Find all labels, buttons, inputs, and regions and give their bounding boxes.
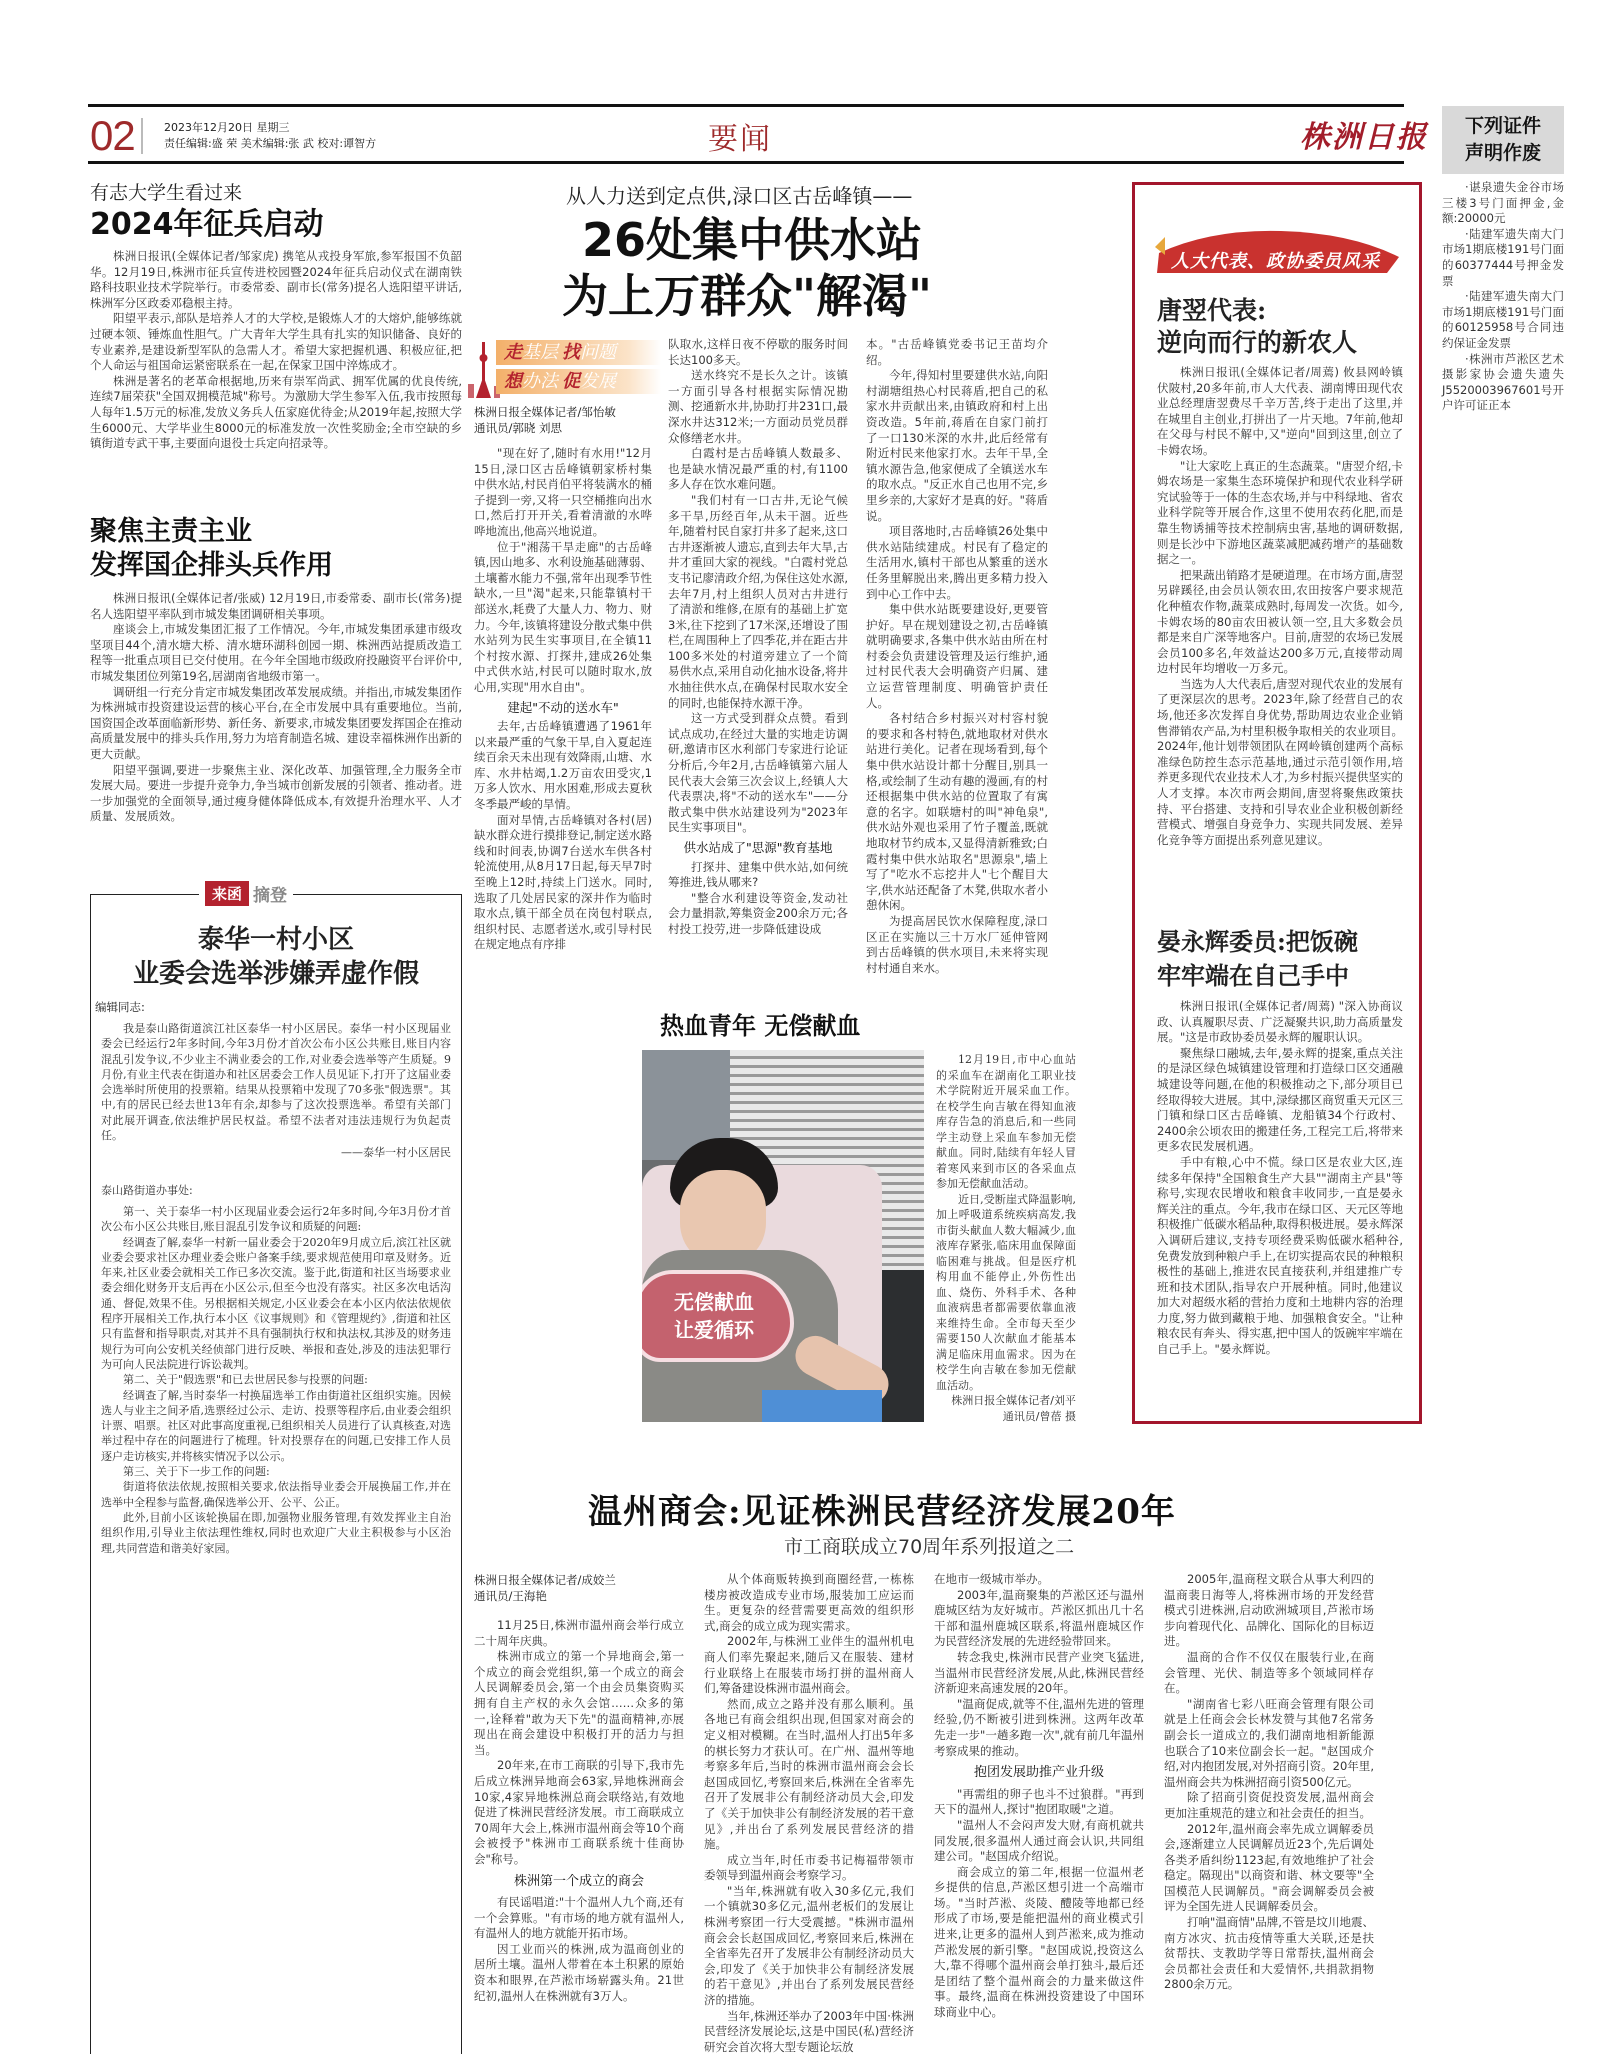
article-paragraph: 株洲日报讯(全媒体记者/张威) 12月19日,市委常委、副市长(常务)提名人选阳望平率队到市城发集团调研相关事项。 [90, 591, 462, 621]
article-paragraph: 打探井、建集中供水站,如何统筹推进,钱从哪来? [668, 859, 848, 890]
section-title: 要闻 [708, 122, 772, 157]
campaign-badge [466, 336, 666, 398]
article-paragraph: 面对旱情,古岳峰镇对各村(居)缺水群众进行摸排登记,制定送水路线和时间表,协调7台送水车供各村轮流使用,从8月17日起,每天早7时至晚上12时,持续上门送水。同时,选取了几处居民家的深井作为临时取水点,镇干部全员在岗包村联点,组织村民、志愿者送水,或引导村民在规定地点有序排 [474, 812, 652, 952]
page-number-separator [141, 118, 143, 154]
byline-line2: 通讯员/郭晓 刘思 [474, 421, 563, 435]
wenzhou-col4 [1164, 1572, 1374, 1993]
article-paragraph: 2005年,温商程文联合从事大利四的温商裴日海等人,将株洲市场的开发经营模式引进株洲,启动欧洲城项目,芦淞市场步向着现代化、品牌化、国际化的目标迈进。 [1164, 1572, 1374, 1649]
article-paragraph: 株洲日报讯(全媒体记者/邹家虎) 携笔从戎投身军旅,参军报国不负韶华。12月19日,株洲市征兵宣传进校园暨2024年征兵启动仪式在湖南铁路科技职业技术学院举行。市委常委、副市长(常务)提名人选阳望平讲话,株洲军分区政委邓稳根主持。 [90, 249, 462, 310]
article-paragraph: 阳望平表示,部队是培养人才的大学校,是锻炼人才的大熔炉,能够练就过硬本领、锤炼血性胆气。广大青年大学生具有扎实的知识储备、良好的专业素养,是建设新型军队的急需人才。希望大家把握机遇、积极应征,把个人命运与祖国命运紧密联系在一起,在保家卫国中淬炼成才。 [90, 311, 462, 373]
badge-word: 找 [562, 342, 580, 363]
notice-item: ·株洲市芦淞区艺术摄影家协会遗失遗失J5520003967601号开户许可证正本 [1442, 351, 1564, 413]
caption-paragraph: 近日,受断崖式降温影响,加上呼吸道系统疾病高发,我市街头献血人数大幅减少,血液库存紧张,临床用血保障面临困难与挑战。但是医疗机构用血不能停止,外伤性出血、烧伤、外科手术、各种血液病患者都需要依靠血液来维持生命。全市每天至少需要150人次献血才能基本满足临床用血需求。因为在校学生向吉敏在参加无偿献血活动。 [936, 1192, 1076, 1392]
article-paragraph: 从个体商贩转换到商圈经营,一栋栋楼房被改造成专业市场,服装加工应运而生。更复杂的经营需要更高效的组织形式,商会的成立成为现实需求。 [704, 1572, 914, 1633]
story1-headline-line1: 唐翌代表: [1157, 296, 1267, 325]
letters-tag-gray: 摘登 [253, 886, 288, 906]
banner-title: 人大代表、政协委员风采 [1171, 251, 1380, 272]
byline-line2: 通讯员/王海艳 [474, 1589, 547, 1603]
story2-headline-line2: 牢牢端在自己手中 [1157, 961, 1349, 990]
article-paragraph: "现在好了,随时有水用!"12月15日,渌口区古岳峰镇朝家桥村集中供水站,村民肖伯平将装满水的桶子提到一旁,又将一只空桶推向出水口,然后打开开关,看着清澈的水哗哗地流出,他高兴地说道。 [474, 446, 652, 538]
water-headline-line1: 26处集中供水站 [582, 213, 923, 267]
photo-dark-side [882, 1270, 924, 1422]
badge-word: 问题 [580, 342, 616, 363]
article-paragraph: 株洲是著名的老革命根据地,历来有崇军尚武、拥军优属的优良传统,连续7届荣获"全国双拥模范城"称号。为激励大学生参军入伍,我市按照每人每年1.5万元的标准,发放义务兵人伍家庭优待金;从2019年起,按照大学生6000元、大学毕业生8000元的标准发放一次性奖励金;全市空缺的乡镇街道专武干事,主要面向退役士兵定向招录等。 [90, 373, 462, 451]
photo-headline: 热血青年 无偿献血 [660, 1011, 861, 1040]
article-paragraph: 2012年,温州商会率先成立调解委员会,逐渐建立人民调解员近23个,先后调处各类矛盾纠纷1123起,有效地维护了社会稳定。隔现出"以商资和谐、林文要等"全国模范人民调解员。"商会调解委员会被评为全国先进人民调解委员会。 [1164, 1821, 1374, 1914]
byline-line1: 株洲日报全媒体记者/成姣兰 [474, 1573, 616, 1587]
photo-caption [936, 1052, 1076, 1424]
article-paragraph: 白霞村是古岳峰镇人数最多、也是缺水情况最严重的村,有1100多人存在饮水难问题。 [668, 446, 848, 492]
blood-donation-photo [642, 1050, 924, 1422]
article-paragraph: 座谈会上,市城发集团汇报了工作情况。今年,市城发集团承建市级攻坚项目44个,清水塘大桥、清水塘环湖科创园一期、株洲西站提质改造工程等一批重点项目已交付使用。在今年全国地市级政府投融资平台评价中,市城发集团位列第19名,居湖南省地级市第一。 [90, 622, 462, 683]
editors-line: 责任编辑:盛 荣 美术编辑:张 武 校对:谭智方 [164, 137, 377, 150]
wenzhou-byline [474, 1572, 616, 1604]
reply-paragraph: 第二、关于"假选票"和已去世居民参与投票的问题: [123, 1373, 368, 1387]
badge-word: 发展 [580, 371, 616, 392]
article-paragraph: 当年,株洲还举办了2003年中国·株洲民营经济发展论坛,这是中国民(私)营经济研究会首次将大型专题论坛放 [704, 2008, 914, 2054]
newspaper-logo: 株洲日报 [1300, 120, 1428, 155]
article-paragraph: "当年,株洲就有收入30多亿元,我们一个镇就30多亿元,温州老板们的发展让株洲考察团一行大受震撼。"株洲市温州商会会长赵国成回忆,考察回来后,株洲在全省率先召开了发展非公有制经济动员大会,印发了《关于加快非公有制经济发展的若干意见》,并出台了系列发展民营经济的措施。 [704, 1883, 914, 2008]
wenzhou-col2 [704, 1572, 914, 2055]
article-paragraph: 队取水,这样日夜不停歇的服务时间长达100多天。 [668, 337, 848, 367]
badge-word: 走 [504, 342, 522, 363]
article-headline: 2024年征兵启动 [90, 207, 324, 242]
article-body [90, 591, 462, 825]
article-paragraph: 株洲日报讯(全媒体记者/周蔫) "深入协商议政、认真履职尽责、广泛凝聚共识,助力高质量发展。"这是市政协委员晏永辉的履职认识。 [1157, 999, 1403, 1045]
wenzhou-col3 [934, 1572, 1144, 2021]
letters-box [90, 885, 462, 2054]
article-paragraph: 2002年,与株洲工业伴生的温州机电商人们率先聚起来,随后又在服装、建材行业联络上在服装市场打拼的温州商人们,筹备建设株洲市温州商会。 [704, 1634, 914, 1696]
page-number: 02 [90, 112, 135, 159]
article-paragraph: 今年,得知村里要建供水站,向阳村湖塘组热心村民蒋盾,把自己的私家水井贡献出来,由镇政府和村上出资改造。5年前,蒋盾在自家门前打了一口130米深的水井,此后经常有附近村民来他家打水。去年干旱,全镇水源告急,他家便成了全镇送水车的取水点。"反正水自己也用不完,乡里乡亲的,大家好才是真的好。"蒋盾说。 [866, 368, 1048, 523]
article-paragraph: 温商的合作不仅仅在服装行业,在商会管理、光伏、制造等多个领域同样存在。 [1164, 1649, 1374, 1696]
reply-paragraph: 此外,目前小区该轮换届在即,加强物业服务管理,有效发挥业主自治组织作用,引导业主依法理性维权,同时也欢迎广大业主积极参与小区治理,共同营造和谐美好家园。 [101, 1510, 451, 1555]
article-paragraph: 集中供水站既要建设好,更要管护好。早在规划建设之初,古岳峰镇就明确要求,各集中供水站由所在村村委会负责建设管理及运行维护,通过村民代表大会明确资产归属、建立运营管理制度、明确管护责任人。 [866, 602, 1048, 710]
article-paragraph: 阳望平强调,要进一步聚焦主业、深化改革、加强管理,全力服务全市发展大局。要进一步提升竞争力,争当城市创新发展的引领者、推动者。进一步加强党的全面领导,通过瘦身健体降低成本,有效提升治理水平、人才质量、发展质效。 [90, 762, 462, 824]
article-paragraph: 然而,成立之路并没有那么顺利。虽各地已有商会组织出现,但国家对商会的定义相对模糊。在当时,温州人打出5年多的棋长努力才获认可。在广州、温州等地考察多年后,当时的株洲市温州商会会长赵国成回忆,考察回来后,株洲在全省率先召开了发展非公有制经济动员大会,印发了《关于加快非公有制经济发展的若干意见》,并出台了系列发展民营经济的措施。 [704, 1696, 914, 1852]
reply-paragraph: 街道将依法依规,按照相关要求,依法指导业委会开展换届工作,并在选举中全程参与监督,确保选举公开、公平、公正。 [101, 1480, 451, 1509]
article-headline-line2: 发挥国企排头兵作用 [90, 550, 333, 581]
article-paragraph: 除了招商引资促投资发展,温州商会更加注重规范的建立和社会责任的担当。 [1164, 1790, 1374, 1820]
article-paragraph: 在地市一级城市举办。 [934, 1572, 1049, 1586]
water-col2 [668, 337, 848, 938]
reply-paragraph: 经调查了解,泰华一村新一届业委会于2020年9月成立后,滨江社区就业委会要求社区办理业委会账户备案手续,要求规范使用印章及财务。近年来,社区业委会就相关工作已多次交流。鉴于此,街道和社区当场要求业委会细化财务开支后再在小区公示,但至今也没有落实。社区多次电话沟通、督促,效果不佳。另根据相关规定,小区业委会在本小区内依法依规依程序开展相关工作,执行本小区《议事规则》和《管理规约》,街道和社区只有监督和指导职责,对其并不具有强制执行权和执法权,其涉及的财务违规行为可向公安机关经侦部门进行反映、举报和查处,涉及的违法犯罪行为可向人民法院进行诉讼裁判。 [101, 1235, 451, 1371]
article-paragraph: 当选为人大代表后,唐翌对现代农业的发展有了更深层次的思考。2023年,除了经营自己的农场,他还多次发挥自身优势,帮助周边农业企业销售滞销农产品,为村里积极争取相关的农业项目。2024年,他计划带领团队在网岭镇创建两个高标准绿色防控生态示范基地,通过示范引领作用,培养更多现代农业技术人才,为乡村振兴提供坚实的人才支撑。本次市两会期间,唐翌将聚焦政策扶持、平台搭建、支持和引导农业企业积极创新经营模式、增强自身竞争力、实现共同发展、差异化竞争等方面提出系列意见建议。 [1157, 676, 1403, 847]
article-conscription [90, 178, 462, 452]
article-subhead: 株洲第一个成立的商会 [513, 1873, 644, 1889]
notice-list [1442, 180, 1564, 414]
letters-salutation: 编辑同志: [95, 1000, 145, 1014]
reply-paragraph: 经调查了解,当时泰华一村换届选举工作由街道社区组织实施。因候选人与业主之间矛盾,选票经过公示、走访、投票等程序后,由业委会组织计票、唱票。社区对此事高度重视,已组织相关人员进行了认真核查,对选举过程中存在的问题进行了梳理。针对投票存在的问题,已安排工作人员逐户走访核实,并将核实情况予以公示。 [101, 1388, 451, 1463]
article-subhead: 供水站成了"思源"教育基地 [683, 840, 833, 855]
letters-tag-red: 来函 [205, 881, 249, 906]
sign-line1: 无偿献血 [674, 1290, 754, 1314]
article-paragraph: 株洲日报讯(全媒体记者/周蔫) 攸县网岭镇伏陂村,20多年前,市人大代表、湖南博田现代农业总经理唐翌费尽千辛万苦,终于走出了这里,并在城里自主创业,打拼出了一片天地。7年前,他却在父母与村民不解中,又"逆向"回到这里,创立了卡姆农场。 [1157, 365, 1403, 457]
article-subhead: 建起"不动的送水车" [507, 699, 619, 715]
reply-paragraph: 第一、关于泰华一村小区现届业委会运行2年多时间,今年3月份才首次公布小区公共账目,账目混乱引发争议和质疑的问题: [101, 1204, 451, 1234]
article-paragraph: 2003年,温商聚集的芦淞区还与温州鹿城区结为友好城市。芦淞区抓出几十名干部和温州鹿城区联系,将温州鹿城区作为民营经济发展的先进经验带回来。 [934, 1587, 1144, 1649]
letters-body [91, 1021, 461, 1556]
letters-headline-line1: 泰华一村小区 [197, 925, 354, 955]
story1-headline-line2: 逆向而行的新农人 [1157, 328, 1358, 357]
article-subhead: 抱团发展助推产业升级 [973, 1765, 1104, 1781]
letters-headline-line2: 业委会选举涉嫌弄虚作假 [132, 959, 419, 989]
letters-tag [199, 881, 293, 906]
article-paragraph: 商会成立的第二年,根据一位温州老乡提供的信息,芦淞区想引进一个高端市场。"当时芦淞、炎陵、醴陵等地都已经形成了市场,要是能把温州的商业模式引进来,让更多的温州人到芦淞来,成为推动芦淞发展的新引擎。"赵国成说,投资这么大,靠不得哪个温州商会单打独斗,最后还是团结了整个温州商会的力量来做这件事。最终,温商在株洲投资建设了中国环球商业中心。 [934, 1864, 1144, 2020]
article-paragraph: 因工业而兴的株洲,成为温商创业的居所土壤。温州人带着在本土积累的原始资本和眼界,在芦淞市场崭露头角。21世纪初,温州人在株洲就有3万人。 [474, 1941, 684, 2003]
badge-line2 [496, 369, 661, 394]
article-paragraph: 调研组一行充分肯定市城发集团改革发展成绩。并指出,市城发集团作为株洲城市投资建设运营的核心平台,在全市发展中具有重要地位。当前,国资国企改革面临新形势、新任务、新要求,市城发集团要发挥国企在推动高质量发展中的排头兵作用,努力为培育制造名城、建设幸福株洲作出新的更大贡献。 [90, 684, 462, 761]
article-paragraph: 各村结合乡村振兴对村容村貌的要求和各村特色,就地取材对供水站进行美化。记者在现场看到,每个集中供水站设计都十分醒目,别具一格,或绘制了生动有趣的漫画,有的村还根据集中供水站的位置取了有寓意的名字。如联塘村的叫"神龟泉",供水站外观也采用了竹子覆盖,既就地取材节约成本,又显得清新雅致;白霞村集中供水站取名"思源泉",墙上写了"吃水不忘挖井人"七个醒目大字,供水站还配备了木凳,供取水者小憩休闲。 [866, 711, 1048, 913]
masthead-meta [164, 120, 376, 152]
date-line: 2023年12月20日 星期三 [164, 121, 290, 134]
article-paragraph: 本。"古岳峰镇党委书记王苗均介绍。 [866, 337, 1048, 367]
story2-body [1157, 999, 1403, 1358]
representatives-box [1132, 182, 1422, 1424]
wenzhou-subheadline: 市工商联成立70周年系列报道之二 [784, 1536, 1075, 1558]
water-col3 [866, 337, 1048, 976]
letter-paragraph: 我是泰山路街道滨江社区泰华一村小区居民。泰华一村小区现届业委会已经运行2年多时间,今年3月份才首次公布小区公共账目,账目内容混乱引发争议,不少业主不满业委会的工作,对业委会选举等产生质疑。9月份,有业主代表在街道办和社区居委会工作人员见证下,打开了这届业委会选举时所使用的投票箱。结果从投票箱中发现了70多张"假选票"。其中,有的居民已经去世13年有余,却参与了这次投票选举。希望有关部门对此展开调查,依法维护居民权益。希望不法者对违法违规行为负起责任。 [101, 1022, 451, 1143]
article-paragraph: 位于"湘荡干旱走廊"的古岳峰镇,因山地多、水利设施基础薄弱、土壤蓄水能力不强,常年出现季节性缺水,一旦"渴"起来,只能靠镇村干部送水,耗费了大量人力、物力、财力。今年,该镇将建设分散式集中供水站列为民生实事项目,在全镇11个村按水源、打探井,建成26处集中式供水站,村民可以随时取水,放心用,实现"用水自由"。 [474, 539, 652, 694]
article-paragraph: 去年,古岳峰镇遭遇了1961年以来最严重的气象干旱,自入夏起连续百余天未出现有效降雨,山塘、水库、水井枯竭,1.2万亩农田受灾,1万多人饮水、用水困难,形成去夏秋冬季最严峻的旱情。 [474, 719, 652, 812]
masthead-top-rule [88, 104, 1404, 107]
article-paragraph: 有民谣唱道:"十个温州人九个商,还有一个会算账。"有市场的地方就有温州人,有温州人的地方就能开拓市场。 [474, 1895, 684, 1941]
notice-item: ·陆建军遗失南大门市场1期底楼191号门面的60377444号押金发票 [1442, 226, 1564, 288]
article-paragraph: "我们村有一口古井,无论气候多干旱,历经百年,从未干涸。近些年,随着村民自家打井多了起来,这口古井逐渐被人遗忘,直到去年大旱,古井才重回大家的视线。"白霞村党总支书记廖清政介绍,为保住这处水源,去年7月,村上组织人员对古井进行了清淤和维修,在原有的基础上扩宽3米,往下挖到了17米深,还增设了围栏,在周围种上了四季花,并在距古井100多米处的村道旁建立了一个简易供水点,采用自动化抽水设备,将井水抽往供水点,在确保村民取水安全的同时,也能保持水源干净。 [668, 492, 848, 710]
article-paragraph: "整合水利建设等资金,发动社会力量捐款,筹集资金200余万元;各村投工投劳,进一步降低建设成 [668, 890, 848, 936]
wenzhou-headline: 温州商会:见证株洲民营经济发展20年 [588, 1492, 1176, 1532]
article-body [90, 249, 462, 452]
reply-paragraph: 第三、关于下一步工作的问题: [123, 1465, 270, 1479]
masthead-bottom-rule [88, 161, 1404, 164]
article-headline-line1: 聚焦主责主业 [90, 516, 252, 547]
article-paragraph: 株洲市成立的第一个异地商会,第一个成立的商会党组织,第一个成立的商会人民调解委员会,第一个由会员集资购买拥有自主产权的永久会馆……众多的第一,诠释着"敢为天下先"的温商精神,亦展现出在商会建设中积极打开的活力与担当。 [474, 1649, 684, 1757]
notice-item: ·陆建军遗失南大门市场1期底楼191号门面的60125958号合同违约保证金发票 [1442, 289, 1564, 350]
article-paragraph: 这一方式受到群众点赞。看到试点成功,在经过大量的实地走访调研,邀请市区水利部门专家进行论证分析后,今年2月,古岳峰镇第六届人民代表大会第三次会议上,经镇人大代表票决,将"不动的送水车"——分散式集中供水站建设列为"2023年民生实事项目"。 [668, 711, 848, 835]
story2-headline-line1: 晏永辉委员:把饭碗 [1157, 927, 1358, 956]
badge-word: 基层 [522, 342, 558, 363]
article-paragraph: 手中有粮,心中不慌。绿口区是农业大区,连续多年保持"全国粮食生产大县""湖南主产县"等称号,实现农民增收和粮食丰收同步,一直是晏永辉关注的重点。今年,我市在绿口区、天元区等地积极推广低碳水稻品种,取得积极进展。晏永辉深入调研后建议,支持专项经费采购低碳水稻种谷,免费发放到种粮户手上,在切实提高农民的种粮积极性的基础上,推进农民直接获利,并组建推广专班和技术团队,指导农户开展种植。同时,他建议加大对超级水稻的营抬力度和土地耕内容的治理力度,努力做到藏粮于地、加强粮食安全。"让种粮农民有奔头、得实惠,把中国人的饭碗牢牢端在自己手上。"晏永辉说。 [1157, 1154, 1403, 1357]
water-headline-line2: 为上万群众"解渴" [562, 269, 932, 323]
article-paragraph: 把果蔬出销路才是硬道理。在市场方面,唐翌另辟蹊径,由会员认领农田,农田按客户要求规范化种植农作物,蔬菜成熟时,每周发一次货。如今,卡姆农场的80亩农田被认领一空,且大多数会员都是来自广深等地客户。目前,唐翌的农场已发展会员100多名,年效益达200多万元,直接带动周边村民年均增收一万多元。 [1157, 567, 1403, 676]
article-paragraph: "温州人不会闷声发大财,有商机就共同发展,很多温州人通过商会认识,共同组建公司。"赵国成介绍说。 [934, 1817, 1144, 1864]
article-paragraph: 为提高居民饮水保障程度,渌口区正在实施以三十万水厂延伸管网到古岳峰镇的供水项目,未来将实现村村通自来水。 [866, 913, 1048, 975]
article-paragraph: 11月25日,株洲市温州商会举行成立二十周年庆典。 [474, 1618, 684, 1648]
article-soe [90, 515, 462, 825]
article-paragraph: 打响"温商情"品牌,不管是坟川地震、南方冰灾、抗击疫情等重大关联,还是扶贫帮扶、支教助学等日常帮扶,温州商会会员都社会责任和大爱情怀,共捐款捐物2800余万元。 [1164, 1915, 1374, 1992]
notice-item: ·谌泉遗失金谷市场三楼3号门面押金,金额:20000元 [1442, 180, 1564, 226]
article-paragraph: 项目落地时,古岳峰镇26处集中供水站陆续建成。村民有了稳定的生活用水,镇村干部也从繁重的送水任务里解脱出来,腾出更多精力投入到中心工作中去。 [866, 524, 1048, 601]
caption-paragraph: 12月19日,市中心血站的采血车在湖南化工职业技术学院附近开展采血工作。在校学生向吉敏在得知血液库存告急的消息后,和一些同学主动登上采血车参加无偿献血。同时,陆续有年轻人冒着寒风来到市区的各采血点参加无偿献血活动。 [936, 1053, 1076, 1190]
article-paragraph: "湖南省七彩八旺商会管理有限公司就是上任商会会长林发赞与其他7名常务副会长一道成立的,我们湖南地相新能源也联合了10来位副会长一起。"赵国成介绍,对内抱团发展,对外招商引资。20年里,温州商会共为株洲招商引资500亿元。 [1164, 1696, 1374, 1789]
photo-credit-line2: 通讯员/曾蓓 摄 [1002, 1409, 1076, 1423]
badge-word: 促 [562, 371, 580, 392]
article-paragraph: "温商促成,就等不住,温州先进的管理经验,仍不断被引进到株洲。这两年改革先走一步"一趟多跑一次",就有前几年温州考察成果的推动。 [934, 1696, 1144, 1758]
byline-line1: 株洲日报全媒体记者/邹怡敏 [474, 405, 616, 419]
notice-header [1442, 106, 1564, 174]
photo-sign [642, 1270, 794, 1362]
article-paragraph: 成立当年,时任市委书记梅福带领市委领导到温州商会考察学习。 [704, 1852, 914, 1883]
photo-blue-pad [762, 1390, 882, 1422]
badge-line1 [496, 340, 661, 365]
article-paragraph: 转念我史,株洲市民营产业突飞猛进,当温州市民营经济发展,从此,株洲民营经济新迎来高速发展的20年。 [934, 1649, 1144, 1696]
letter-signature: ——泰华一村小区居民 [341, 1146, 451, 1160]
photo-credit-line1: 株洲日报全媒体记者/刘平 [951, 1394, 1076, 1407]
article-paragraph: 20年来,在市工商联的引导下,我市先后成立株洲异地商会63家,异地株洲商会10家,4家异地株洲总商会联络站,有效地促进了株洲民营经济发展。市工商联成立70周年大会上,株洲市温州商会等10个商会被授予"株洲市工商联系统十佳商协会"称号。 [474, 1758, 684, 1866]
water-col1 [474, 446, 652, 953]
article-paragraph: "让大家吃上真正的生态蔬菜。"唐翌介绍,卡姆农场是一家集生态环境保护和现代农业科学研究试验等于一体的生态农场,并与中科绿地、省农业科学院等开展合作,这里不使用农药化肥,而是靠生物诱捕等技术控制病虫害,基地的调研数据,则是长沙中下游地区蔬菜减肥减药增产的基础数据之一。 [1157, 458, 1403, 567]
article-paragraph: "再需组的卵子也斗不过狼群。"再到天下的温州人,探讨"抱团取暖"之道。 [934, 1786, 1144, 1817]
article-paragraph: 送水终究不是长久之计。该镇一方面引导各村根据实际情况勘测、挖通新水井,协助打井231口,最深水井达312米;一方面动员党员群众修缮老水井。 [668, 368, 848, 445]
article-paragraph: 聚焦绿口融城,去年,晏永辉的提案,重点关注的是渌区绿色城镇建设管理和打造绿口区交通融城建设等问题,在他的积极推动之下,部分项目已经取得较大进展。其中,渌绿挪区商贸重天元区三门镇和绿口区古岳峰镇、龙船镇34个行政村、2400余公顷农田的搬建任务,工程完工后,将带来更多农民发展机遇。 [1157, 1045, 1403, 1154]
sign-line2: 让爱循环 [674, 1318, 754, 1342]
notice-title-line1: 下列证件 [1464, 115, 1541, 137]
letters-reply-to: 泰山路街道办事处: [101, 1183, 193, 1197]
story1-body [1157, 365, 1403, 848]
badge-word: 办法 [522, 371, 558, 392]
wenzhou-col1 [474, 1618, 684, 2004]
notice-title-line2: 声明作废 [1464, 142, 1541, 164]
water-byline [474, 404, 616, 436]
article-kicker: 有志大学生看过来 [90, 182, 243, 204]
badge-word: 想 [504, 371, 522, 392]
water-kicker: 从人力送到定点供,渌口区古岳峰镇—— [566, 184, 913, 208]
